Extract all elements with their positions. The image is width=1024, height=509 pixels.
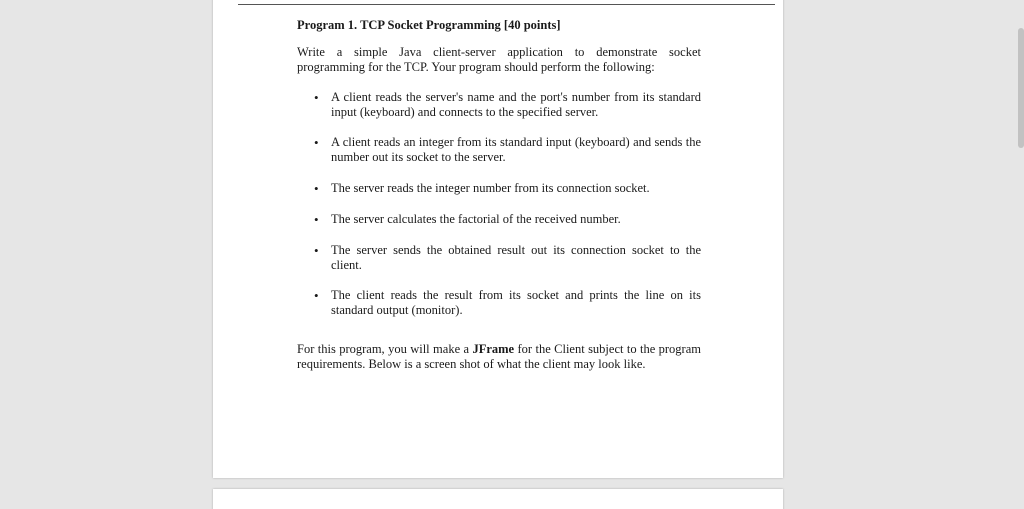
- requirements-list: [297, 90, 701, 318]
- header-rule: [238, 4, 775, 5]
- list-item-text: The server reads the integer number from its connection socket.: [331, 181, 650, 195]
- vertical-scrollbar[interactable]: [1018, 28, 1024, 148]
- closing-text-start: For this program, you will make a: [297, 342, 473, 356]
- program-title: Program 1. TCP Socket Programming [40 points]: [297, 18, 561, 32]
- list-item-text: The server sends the obtained result out its connection socket to the client.: [331, 243, 701, 272]
- bullet-icon: •: [314, 243, 319, 258]
- jframe-term: JFrame: [472, 342, 515, 356]
- page-1: [213, 0, 783, 478]
- list-item: [297, 288, 701, 318]
- list-item: [297, 212, 701, 227]
- closing-text-end: for the Client subject to the program requirements. Below is a screen shot of what the client may look like.: [297, 342, 701, 371]
- bullet-icon: •: [314, 90, 319, 105]
- bullet-icon: •: [314, 212, 319, 227]
- list-item: [297, 135, 701, 165]
- bullet-icon: •: [314, 181, 319, 196]
- page-2: [213, 489, 783, 509]
- page-content: [297, 18, 701, 372]
- bullet-icon: •: [314, 288, 319, 303]
- list-item-text: The client reads the result from its socket and prints the line on its standard output (monitor).: [331, 288, 701, 317]
- closing-paragraph: [297, 342, 701, 372]
- list-item-text: A client reads the server's name and the port's number from its standard input (keyboard) and connects to the specified server.: [331, 90, 701, 119]
- list-item: [297, 181, 701, 196]
- intro-paragraph: Write a simple Java client-server application to demonstrate socket programming for the TCP. Your program should perform the following:: [297, 45, 701, 74]
- list-item: [297, 90, 701, 120]
- list-item: [297, 243, 701, 273]
- list-item-text: A client reads an integer from its standard input (keyboard) and sends the number out its socket to the server.: [331, 135, 701, 164]
- bullet-icon: •: [314, 135, 319, 150]
- list-item-text: The server calculates the factorial of the received number.: [331, 212, 621, 226]
